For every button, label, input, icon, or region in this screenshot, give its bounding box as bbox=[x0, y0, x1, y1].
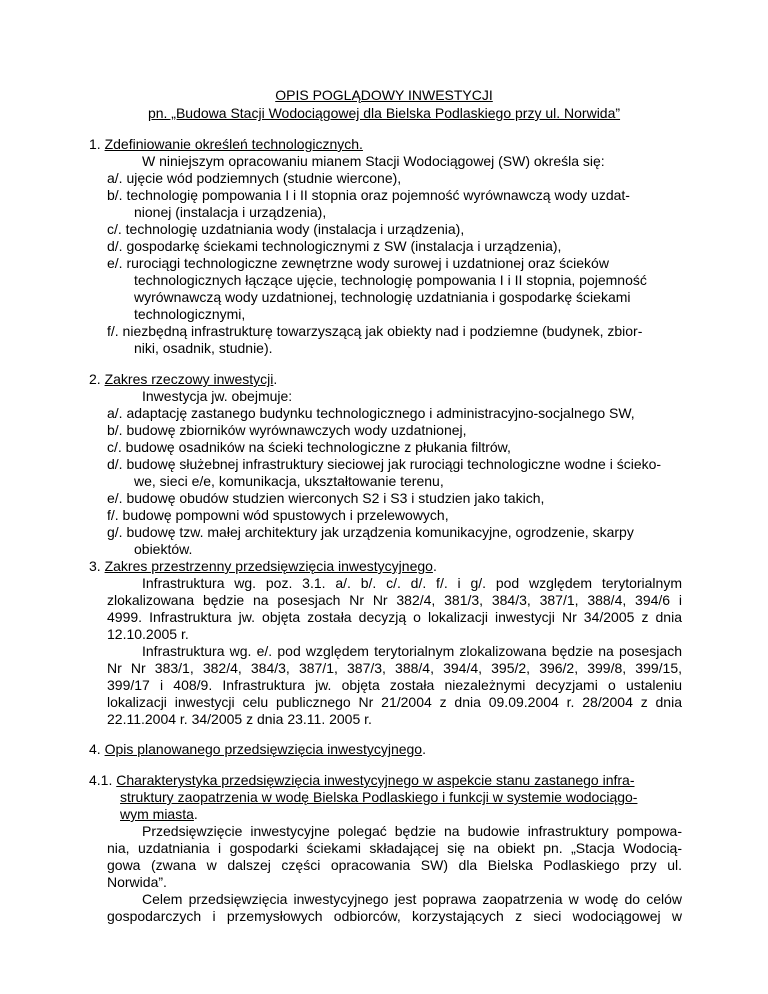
paragraph-line: Infrastruktura wg. poz. 3.1. a/. b/. c/. d/. f/. i g/. pod względem terytorialnym bbox=[142, 575, 682, 591]
list-item: a/. ujęcie wód podziemnych (studnie wiercone), bbox=[107, 170, 402, 186]
list-item-cont: nionej (instalacja i urządzenia), bbox=[134, 204, 327, 220]
heading-text-cont bbox=[120, 806, 198, 823]
list-item: c/. budowę osadników na ścieki technologiczne z płukania filtrów, bbox=[107, 439, 511, 455]
list-item: g/. budowę tzw. małej architektury jak urządzenia komunikacyjne, ogrodzenie, skarpy bbox=[107, 524, 634, 540]
heading-text: Zakres rzeczowy inwestycji bbox=[104, 371, 274, 387]
list-item-cont: we, sieci e/e, komunikacja, ukształtowanie terenu, bbox=[134, 473, 444, 489]
heading-text: wym miasta bbox=[120, 806, 194, 822]
list-item-cont: wyrównawczą wody uzdatnionej, technologię uzdatniania i gospodarkę ściekami bbox=[134, 289, 631, 305]
heading-text: Zakres przestrzenny przedsięwzięcia inwestycyjnego bbox=[104, 558, 433, 574]
paragraph-line: 12.10.2005 r. bbox=[107, 626, 189, 642]
paragraph-line: Przedsięwzięcie inwestycyjne polegać będzie na budowie infrastruktury pompowa- bbox=[142, 823, 682, 839]
paragraph-line: zlokalizowana będzie na posesjach Nr Nr 382/4, 381/3, 384/3, 387/1, 388/4, 394/6 i bbox=[107, 592, 682, 608]
heading-period: . bbox=[193, 806, 198, 822]
paragraph-line: W niniejszym opracowaniu mianem Stacji Wodociągowej (SW) określa się: bbox=[142, 153, 605, 169]
heading-text-cont: struktury zaopatrzenia w wodę Bielska Podlaskiego i funkcji w systemie wodociągo- bbox=[120, 789, 638, 805]
doc-title: OPIS POGLĄDOWY INWESTYCJI bbox=[275, 87, 493, 103]
paragraph-line: gospodarczych i przemysłowych odbiorców, korzystających z sieci wodociągowej w bbox=[107, 908, 682, 924]
list-item: d/. budowę służebnej infrastruktury sieciowej jak rurociągi technologiczne wodne i ścieko- bbox=[107, 456, 662, 472]
list-item: f/. budowę pompowni wód spustowych i przelewowych, bbox=[107, 507, 449, 523]
list-item-cont: obiektów. bbox=[134, 541, 193, 557]
section-2-heading bbox=[89, 371, 277, 388]
list-item-cont: technologicznych łączące ujęcie, technologię pompowania I i II stopnia, pojemność bbox=[134, 272, 647, 288]
paragraph-line: Inwestycja jw. obejmuje: bbox=[142, 388, 293, 404]
paragraph-line: nia, uzdatniania i gospodarki ściekami składającej się na obiekt pn. „Stacja Wodocią- bbox=[107, 840, 682, 856]
section-number: 1. bbox=[89, 136, 105, 152]
paragraph-line: 4999. Infrastruktura jw. objęta została decyzją o lokalizacji inwestycji Nr 34/2005 z dnia bbox=[107, 609, 682, 625]
section-number: 3. bbox=[89, 558, 105, 574]
list-item: e/. rurociągi technologiczne zewnętrzne wody surowej i uzdatnionej oraz ścieków bbox=[107, 255, 609, 271]
section-1-heading bbox=[89, 136, 363, 153]
list-item-cont: niki, osadnik, studnie). bbox=[134, 340, 273, 356]
section-number: 4.1. bbox=[89, 772, 117, 788]
paragraph-line: lokalizacji inwestycji celu publicznego Nr 21/2004 z dnia 09.09.2004 r. 28/2004 z dnia bbox=[107, 694, 682, 710]
paragraph-line: 399/17 i 408/9. Infrastruktura jw. objęta została niezależnymi decyzjami o ustaleniu bbox=[107, 677, 682, 693]
heading-period: . bbox=[273, 371, 278, 387]
section-3-heading bbox=[89, 558, 437, 575]
heading-period: . bbox=[422, 741, 426, 757]
list-item: b/. budowę zbiorników wyrównawczych wody uzdatnionej, bbox=[107, 422, 467, 438]
paragraph-line: Celem przedsięwzięcia inwestycyjnego jest poprawa zaopatrzenia w wodę do celów bbox=[142, 891, 682, 907]
list-item: c/. technologię uzdatniania wody (instalacja i urządzenia), bbox=[107, 221, 465, 237]
heading-text: Charakterystyka przedsięwzięcia inwestycyjnego w aspekcie stanu zastanego infra- bbox=[116, 772, 635, 788]
heading-period: . bbox=[432, 558, 437, 574]
paragraph-line: gowa (zwana w dalszej części opracowania SW) dla Bielska Podlaskiego przy ul. bbox=[107, 857, 682, 873]
list-item: e/. budowę obudów studzien wierconych S2 i S3 i studzien jako takich, bbox=[107, 490, 545, 506]
heading-text: Zdefiniowanie określeń technologicznych. bbox=[104, 136, 363, 152]
heading-text: Opis planowanego przedsięwzięcia inwestycyjnego bbox=[104, 741, 423, 757]
section-4-1-heading bbox=[89, 772, 635, 789]
list-item-cont: technologicznymi, bbox=[134, 306, 246, 322]
section-number: 2. bbox=[89, 371, 105, 387]
list-item: a/. adaptację zastanego budynku technologicznego i administracyjno-socjalnego SW, bbox=[107, 405, 635, 421]
paragraph-line: Nr Nr 383/1, 382/4, 384/3, 387/1, 387/3, 388/4, 394/4, 395/2, 396/2, 399/8, 399/15, bbox=[107, 660, 682, 676]
paragraph-line: Norwida”. bbox=[107, 874, 167, 890]
doc-subtitle: pn. „Budowa Stacji Wodociągowej dla Bielska Podlaskiego przy ul. Norwida” bbox=[147, 105, 621, 121]
section-4-heading bbox=[89, 741, 426, 758]
list-item: b/. technologię pompowania I i II stopnia oraz pojemność wyrównawczą wody uzdat- bbox=[107, 187, 630, 203]
paragraph-line: Infrastruktura wg. e/. pod względem terytorialnym zlokalizowana będzie na posesjach bbox=[142, 643, 682, 659]
list-item: f/. niezbędną infrastrukturę towarzyszącą jak obiekty nad i podziemne (budynek, zbior- bbox=[107, 323, 643, 339]
section-number: 4. bbox=[89, 741, 105, 757]
list-item: d/. gospodarkę ściekami technologicznymi z SW (instalacja i urządzenia), bbox=[107, 238, 562, 254]
paragraph-line: 22.11.2004 r. 34/2005 z dnia 23.11. 2005 r. bbox=[107, 711, 372, 727]
